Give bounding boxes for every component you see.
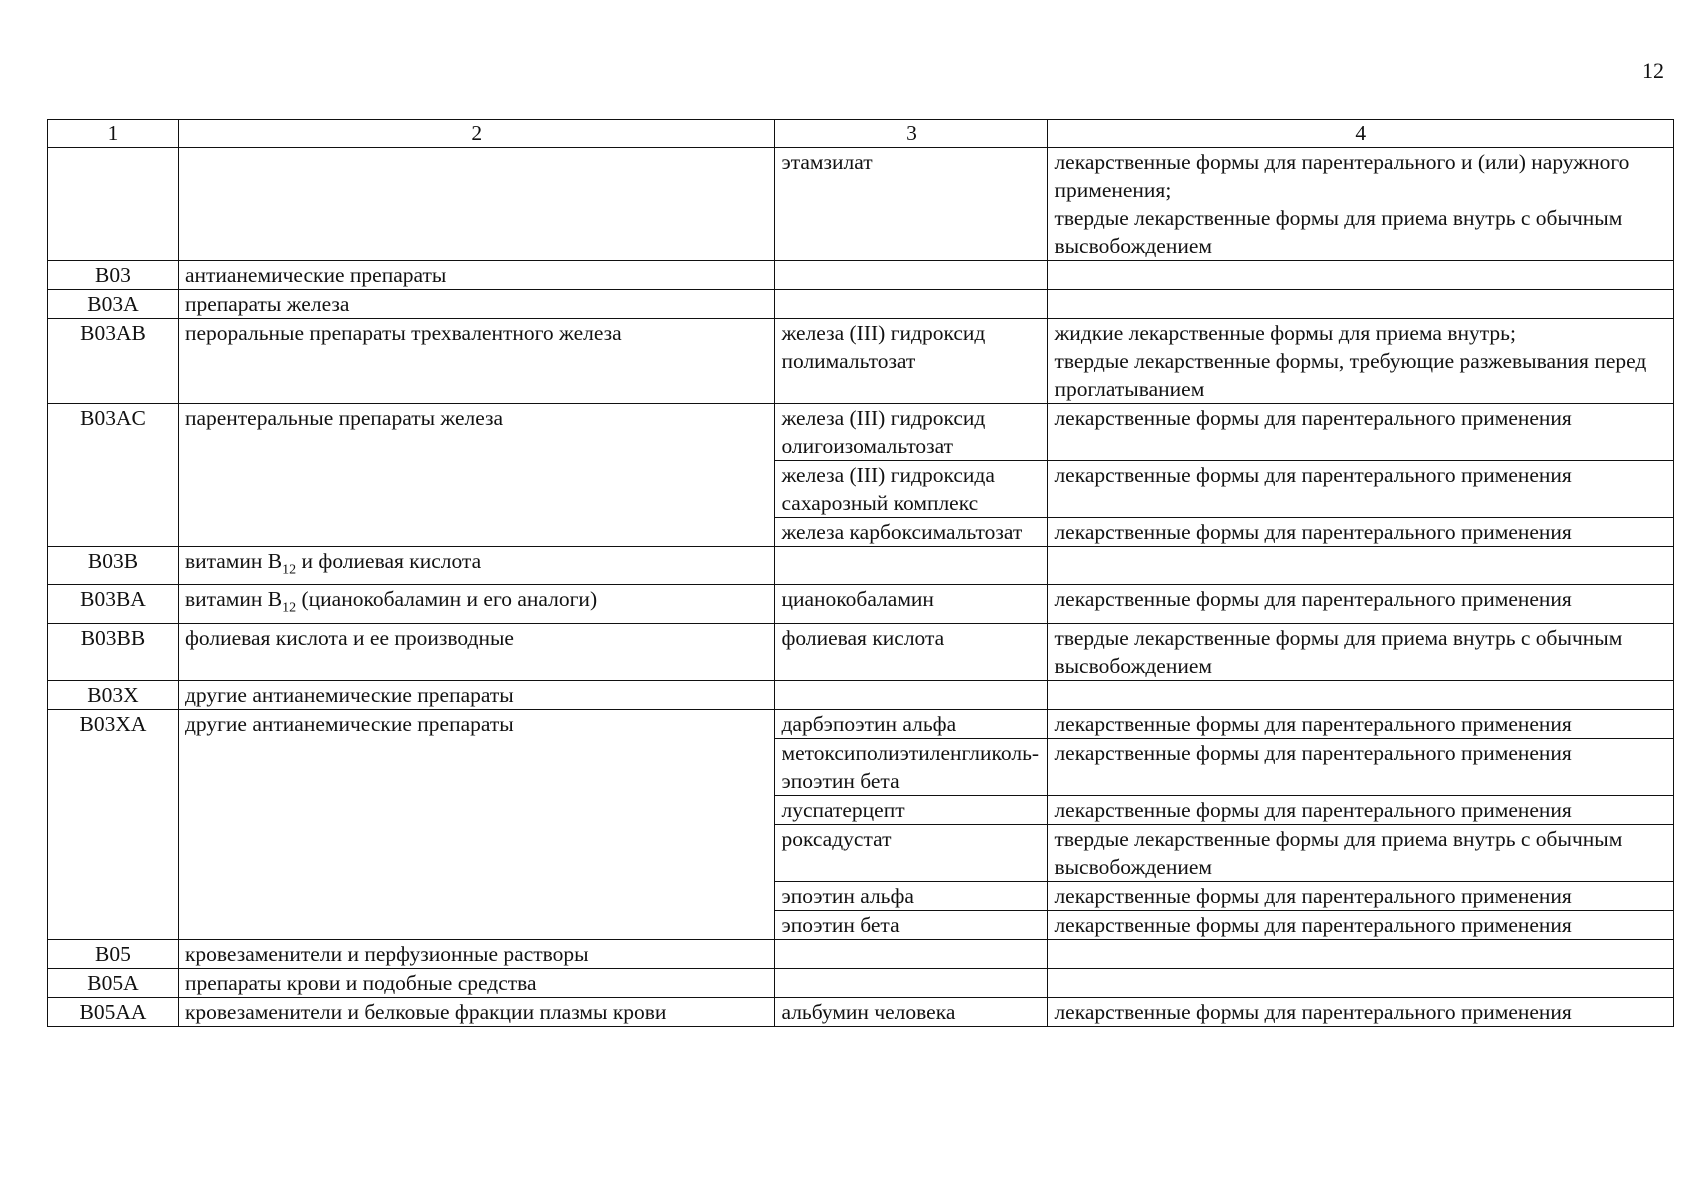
drug-name-cell bbox=[775, 680, 1048, 709]
atc-code-cell: B03XA bbox=[48, 709, 179, 939]
dosage-form-cell: лекарственные формы для парентерального и (или) наружного применения; твердые лекарственные формы для приема внутрь с обычным высвобождением bbox=[1048, 148, 1674, 261]
dosage-form-cell: лекарственные формы для парентерального применения bbox=[1048, 404, 1674, 461]
table-row bbox=[48, 547, 1674, 585]
drug-name-cell bbox=[775, 939, 1048, 968]
drug-name-cell: железа (III) гидроксид олигоизомальтозат bbox=[775, 404, 1048, 461]
drug-name-cell: железа (III) гидроксид полимальтозат bbox=[775, 319, 1048, 404]
header-cell-3: 3 bbox=[775, 120, 1048, 148]
drug-name-cell bbox=[775, 968, 1048, 997]
header-cell-2: 2 bbox=[178, 120, 775, 148]
dosage-form-cell: лекарственные формы для парентерального применения bbox=[1048, 461, 1674, 518]
dosage-form-cell: лекарственные формы для парентерального применения bbox=[1048, 585, 1674, 623]
dosage-form-cell: лекарственные формы для парентерального применения bbox=[1048, 881, 1674, 910]
drug-name-cell: железа карбоксимальтозат bbox=[775, 518, 1048, 547]
atc-code-cell bbox=[48, 148, 179, 261]
table-row bbox=[48, 680, 1674, 709]
dosage-form-cell bbox=[1048, 939, 1674, 968]
table-row bbox=[48, 404, 1674, 461]
dosage-form-cell: жидкие лекарственные формы для приема внутрь; твердые лекарственные формы, требующие разжевывания перед проглатыванием bbox=[1048, 319, 1674, 404]
drug-name-cell bbox=[775, 547, 1048, 585]
atc-code-cell: B03BB bbox=[48, 623, 179, 680]
dosage-form-cell: лекарственные формы для парентерального применения bbox=[1048, 795, 1674, 824]
group-name-cell: витамин $B_{12}$ и фолиевая кислота bbox=[178, 547, 775, 585]
dosage-form-cell: твердые лекарственные формы для приема внутрь с обычным высвобождением bbox=[1048, 824, 1674, 881]
dosage-form-cell: лекарственные формы для парентерального применения bbox=[1048, 709, 1674, 738]
header-cell-1: 1 bbox=[48, 120, 179, 148]
atc-code-cell: B03BA bbox=[48, 585, 179, 623]
header-cell-4: 4 bbox=[1048, 120, 1674, 148]
table-row bbox=[48, 261, 1674, 290]
atc-code-cell: B03AC bbox=[48, 404, 179, 547]
group-name-cell: фолиевая кислота и ее производные bbox=[178, 623, 775, 680]
drug-name-cell: роксадустат bbox=[775, 824, 1048, 881]
dosage-form-cell: лекарственные формы для парентерального применения bbox=[1048, 997, 1674, 1026]
atc-code-cell: B05 bbox=[48, 939, 179, 968]
dosage-form-cell bbox=[1048, 680, 1674, 709]
drug-table bbox=[47, 119, 1674, 1027]
dosage-form-cell bbox=[1048, 968, 1674, 997]
table-body bbox=[48, 148, 1674, 1027]
dosage-form-cell: твердые лекарственные формы для приема внутрь с обычным высвобождением bbox=[1048, 623, 1674, 680]
group-name-cell: пероральные препараты трехвалентного железа bbox=[178, 319, 775, 404]
atc-code-cell: B05A bbox=[48, 968, 179, 997]
group-name-cell bbox=[178, 148, 775, 261]
group-name-cell: другие антианемические препараты bbox=[178, 680, 775, 709]
group-name-cell: витамин $B_{12}$ (цианокобаламин и его аналоги) bbox=[178, 585, 775, 623]
group-name-cell: кровезаменители и перфузионные растворы bbox=[178, 939, 775, 968]
dosage-form-cell bbox=[1048, 290, 1674, 319]
group-name-cell: антианемические препараты bbox=[178, 261, 775, 290]
dosage-form-cell: лекарственные формы для парентерального применения bbox=[1048, 738, 1674, 795]
group-name-cell: парентеральные препараты железа bbox=[178, 404, 775, 547]
table-row bbox=[48, 148, 1674, 261]
drug-name-cell: альбумин человека bbox=[775, 997, 1048, 1026]
dosage-form-cell bbox=[1048, 547, 1674, 585]
table-row bbox=[48, 290, 1674, 319]
drug-name-cell: эпоэтин бета bbox=[775, 910, 1048, 939]
drug-name-cell: луспатерцепт bbox=[775, 795, 1048, 824]
atc-code-cell: B03AB bbox=[48, 319, 179, 404]
drug-name-cell bbox=[775, 261, 1048, 290]
group-name-cell: другие антианемические препараты bbox=[178, 709, 775, 939]
atc-code-cell: B05AA bbox=[48, 997, 179, 1026]
table-row bbox=[48, 585, 1674, 623]
table-row bbox=[48, 623, 1674, 680]
atc-code-cell: B03 bbox=[48, 261, 179, 290]
atc-code-cell: B03B bbox=[48, 547, 179, 585]
table-row bbox=[48, 968, 1674, 997]
drug-name-cell: железа (III) гидроксида сахарозный комплекс bbox=[775, 461, 1048, 518]
table-row bbox=[48, 319, 1674, 404]
drug-name-cell: эпоэтин альфа bbox=[775, 881, 1048, 910]
dosage-form-cell bbox=[1048, 261, 1674, 290]
group-name-cell: препараты железа bbox=[178, 290, 775, 319]
drug-name-cell: метоксиполиэтиленгликоль-эпоэтин бета bbox=[775, 738, 1048, 795]
drug-name-cell: этамзилат bbox=[775, 148, 1048, 261]
header-row bbox=[48, 120, 1674, 148]
drug-name-cell: цианокобаламин bbox=[775, 585, 1048, 623]
drug-name-cell: фолиевая кислота bbox=[775, 623, 1048, 680]
table-row bbox=[48, 939, 1674, 968]
group-name-cell: кровезаменители и белковые фракции плазмы крови bbox=[178, 997, 775, 1026]
group-name-cell: препараты крови и подобные средства bbox=[178, 968, 775, 997]
atc-code-cell: B03A bbox=[48, 290, 179, 319]
drug-name-cell: дарбэпоэтин альфа bbox=[775, 709, 1048, 738]
drug-name-cell bbox=[775, 290, 1048, 319]
table-row bbox=[48, 709, 1674, 738]
page-number: 12 bbox=[1642, 58, 1664, 83]
dosage-form-cell: лекарственные формы для парентерального применения bbox=[1048, 910, 1674, 939]
dosage-form-cell: лекарственные формы для парентерального применения bbox=[1048, 518, 1674, 547]
atc-code-cell: B03X bbox=[48, 680, 179, 709]
table-row bbox=[48, 997, 1674, 1026]
